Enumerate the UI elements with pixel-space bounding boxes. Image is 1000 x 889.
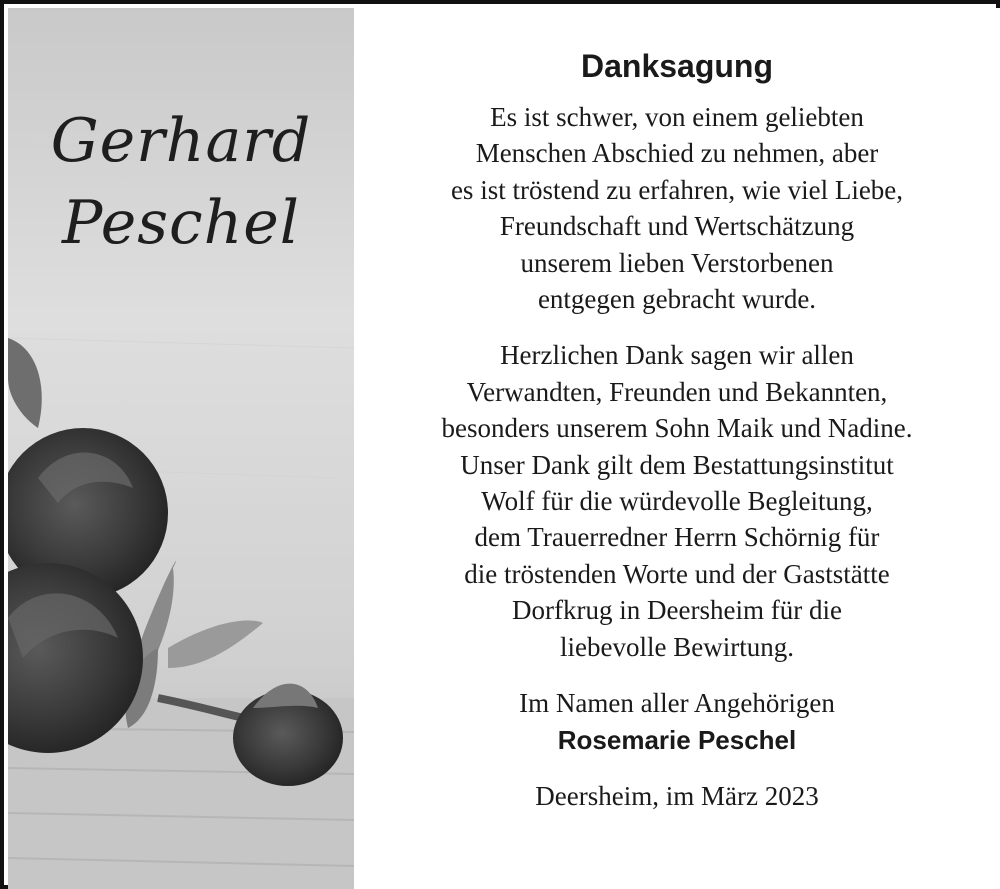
text-line: Freundschaft und Wertschätzung bbox=[499, 211, 855, 242]
thanks-paragraph-2 bbox=[354, 337, 1000, 665]
deceased-last-name: Peschel bbox=[62, 188, 300, 258]
text-line: Verwandten, Freunden und Bekannten, bbox=[466, 376, 888, 407]
text-line: dem Trauerredner Herrn Schörnig für bbox=[474, 522, 880, 553]
place-date: Deersheim, im März 2023 bbox=[535, 780, 819, 811]
text-line: entgegen gebracht wurde. bbox=[537, 284, 817, 315]
text-line: Menschen Abschied zu nehmen, aber bbox=[475, 138, 879, 169]
text-line: besonders unserem Sohn Maik und Nadine. bbox=[441, 413, 913, 444]
text-line: Herzlichen Dank sagen wir allen bbox=[500, 340, 854, 371]
text-line: liebevolle Bewirtung. bbox=[560, 631, 794, 662]
signature-block bbox=[354, 685, 1000, 757]
memorial-photo-panel bbox=[8, 8, 354, 889]
text-panel bbox=[354, 8, 1000, 889]
text-line: Wolf für die würdevolle Begleitung, bbox=[481, 486, 873, 517]
text-line: Unser Dank gilt dem Bestattungsinstitut bbox=[460, 449, 894, 480]
heading-danksagung: Danksagung bbox=[580, 48, 774, 84]
signature-intro: Im Namen aller Angehörigen bbox=[519, 688, 835, 719]
text-line: unserem lieben Verstorbenen bbox=[520, 247, 834, 278]
text-line: es ist tröstend zu erfahren, wie viel Liebe, bbox=[450, 174, 904, 205]
signature-name: Rosemarie Peschel bbox=[557, 724, 797, 755]
text-line: die tröstenden Worte und der Gaststätte bbox=[464, 558, 890, 589]
thanks-paragraph-1 bbox=[354, 99, 1000, 317]
text-line: Dorfkrug in Deersheim für die bbox=[512, 595, 842, 626]
deceased-first-name: Gerhard bbox=[50, 106, 312, 176]
text-line: Es ist schwer, von einem geliebten bbox=[490, 102, 864, 132]
